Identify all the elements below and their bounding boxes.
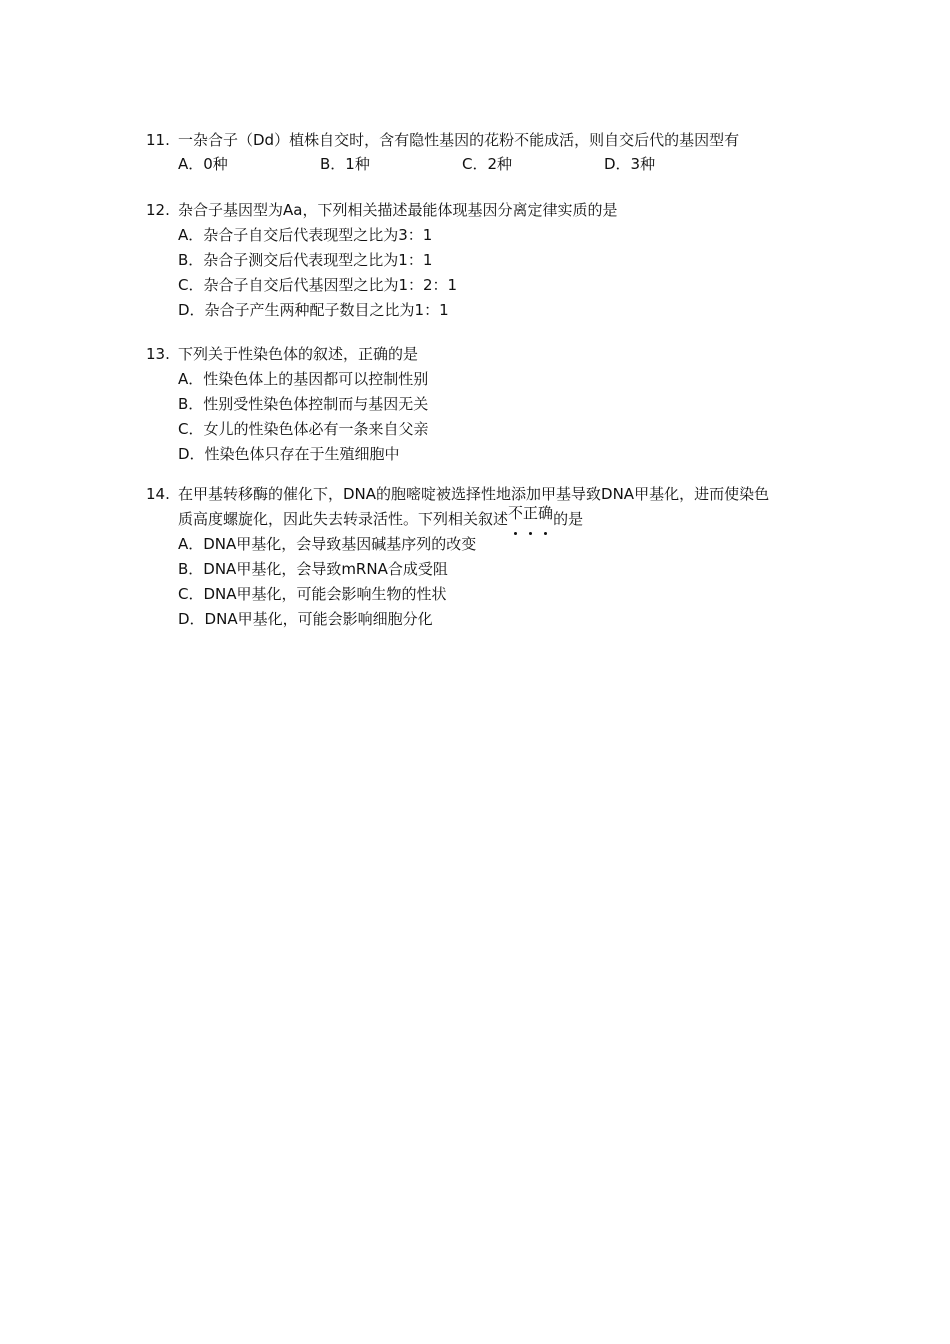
question-text: 下列关于性染色体的叙述，正确的是 [178,345,419,363]
question-number: 11. [146,131,170,149]
option-c: C．杂合子自交后代基因型之比为1：2：1 [178,276,458,294]
option-c: C．DNA甲基化，可能会影响生物的性状 [178,585,447,603]
option-a: A．杂合子自交后代表现型之比为3：1 [178,226,433,244]
option-c: C．2种 [462,155,513,173]
emphasis-char: 不 [508,501,523,526]
question-stem [146,198,846,223]
option-a: A．0种 [178,155,228,173]
option-b: B．性别受性染色体控制而与基因无关 [178,395,429,413]
options-row [146,153,846,175]
question-number: 13. [146,345,170,363]
question-stem [146,128,846,153]
question-12 [146,198,846,323]
question-stem [146,342,846,367]
stem-line-1 [146,482,846,507]
option-c: C．女儿的性染色体必有一条来自父亲 [178,420,429,438]
question-number: 12. [146,201,170,219]
question-14 [146,482,846,632]
option-b: B．1种 [320,155,370,173]
emphasis-char: 正 [523,501,538,526]
question-text-end: 的是 [553,510,584,528]
option-a: A．DNA甲基化，会导致基因碱基序列的改变 [178,535,477,553]
option-a: A．性染色体上的基因都可以控制性别 [178,370,429,388]
question-text: 一杂合子（Dd）植株自交时，含有隐性基因的花粉不能成活，则自交后代的基因型有 [178,131,740,149]
option-d: D．3种 [604,155,656,173]
option-d: D．性染色体只存在于生殖细胞中 [178,445,400,463]
stem-line-2 [146,504,846,532]
emphasis-char: 确 [538,501,553,526]
option-b: B．杂合子测交后代表现型之比为1：1 [178,251,433,269]
option-d: D．杂合子产生两种配子数目之比为1：1 [178,301,449,319]
question-11 [146,128,846,175]
question-stem [146,482,846,532]
option-d: D．DNA甲基化，可能会影响细胞分化 [178,610,433,628]
question-text: 在甲基转移酶的催化下，DNA的胞嘧啶被选择性地添加甲基导致DNA甲基化，进而使染色 [178,485,770,503]
question-text: 杂合子基因型为Aa，下列相关描述最能体现基因分离定律实质的是 [178,201,618,219]
question-text-continued: 质高度螺旋化，因此失去转录活性。下列相关叙述 [178,510,509,528]
option-b: B．DNA甲基化，会导致mRNA合成受阻 [178,560,448,578]
question-number: 14. [146,485,170,503]
question-13 [146,342,846,467]
